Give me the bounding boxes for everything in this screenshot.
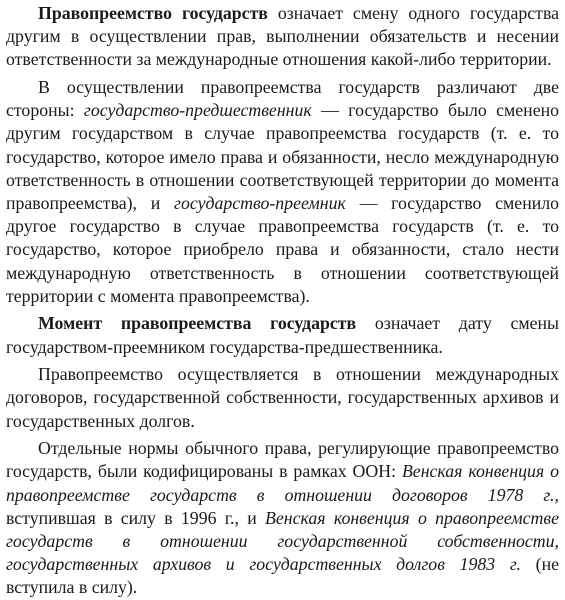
paragraph-definition [6,2,559,72]
vienna-convention-1978: Венская конвенция о правопреемстве государств в отношении договоров 1978 г. [6,461,559,505]
paragraph-codification [6,437,559,599]
definition-text: означает смену одного государства другим в осуществлении прав, выполнении обязательств и несении ответственности за международные отношения какой-либо территории. [6,3,559,70]
term-succession-moment: Момент правопреемства государств [38,313,357,334]
term-state-succession: Правопреемство государств [38,3,268,23]
paragraph-moment [6,312,559,358]
successor-definition-text: — государство сменило другое государство в случае правопреемства государств (т. е. то государство, которое приобрело права и обязанности, стало нести международную ответственность в отношении соответствующей территории с момента правопреемства). [6,193,559,306]
moment-definition-text: означает дату смены государством-преемником государства-предшественника. [6,313,559,357]
paragraph-parties [6,76,559,308]
term-predecessor-state: государство-предшественник [83,100,312,121]
parties-intro-text: В осуществлении правопреемства государств различают две стороны: [6,77,559,121]
paragraph-scope [6,363,559,433]
codification-intro-text: Отдельные нормы обычного права, регулирующие правопреемство государств, были кодифицированы в рамках ООН: [6,438,559,482]
term-successor-state: государство-преемник [174,193,346,214]
vienna-convention-1983: Венская конвенция о правопреемстве государств в отношении государственной собственности, государственных архивов и государственных долгов 1983 г. [6,507,559,575]
codification-end-text: (не вступила в силу). [6,554,559,598]
scope-text: Правопреемство осуществляется в отношении международных договоров, государственной собственности, государственных архивов и государственных долгов. [6,364,559,431]
codification-middle-text: , вступившая в силу в 1996 г., и [6,484,559,528]
predecessor-definition-text: — государство было сменено другим государством в случае правопреемства государств (т. е. то государство, которое имело права и обязанности, несло международную ответственность в отношении соответствующей территории до момента правопреемства), и [6,100,559,214]
